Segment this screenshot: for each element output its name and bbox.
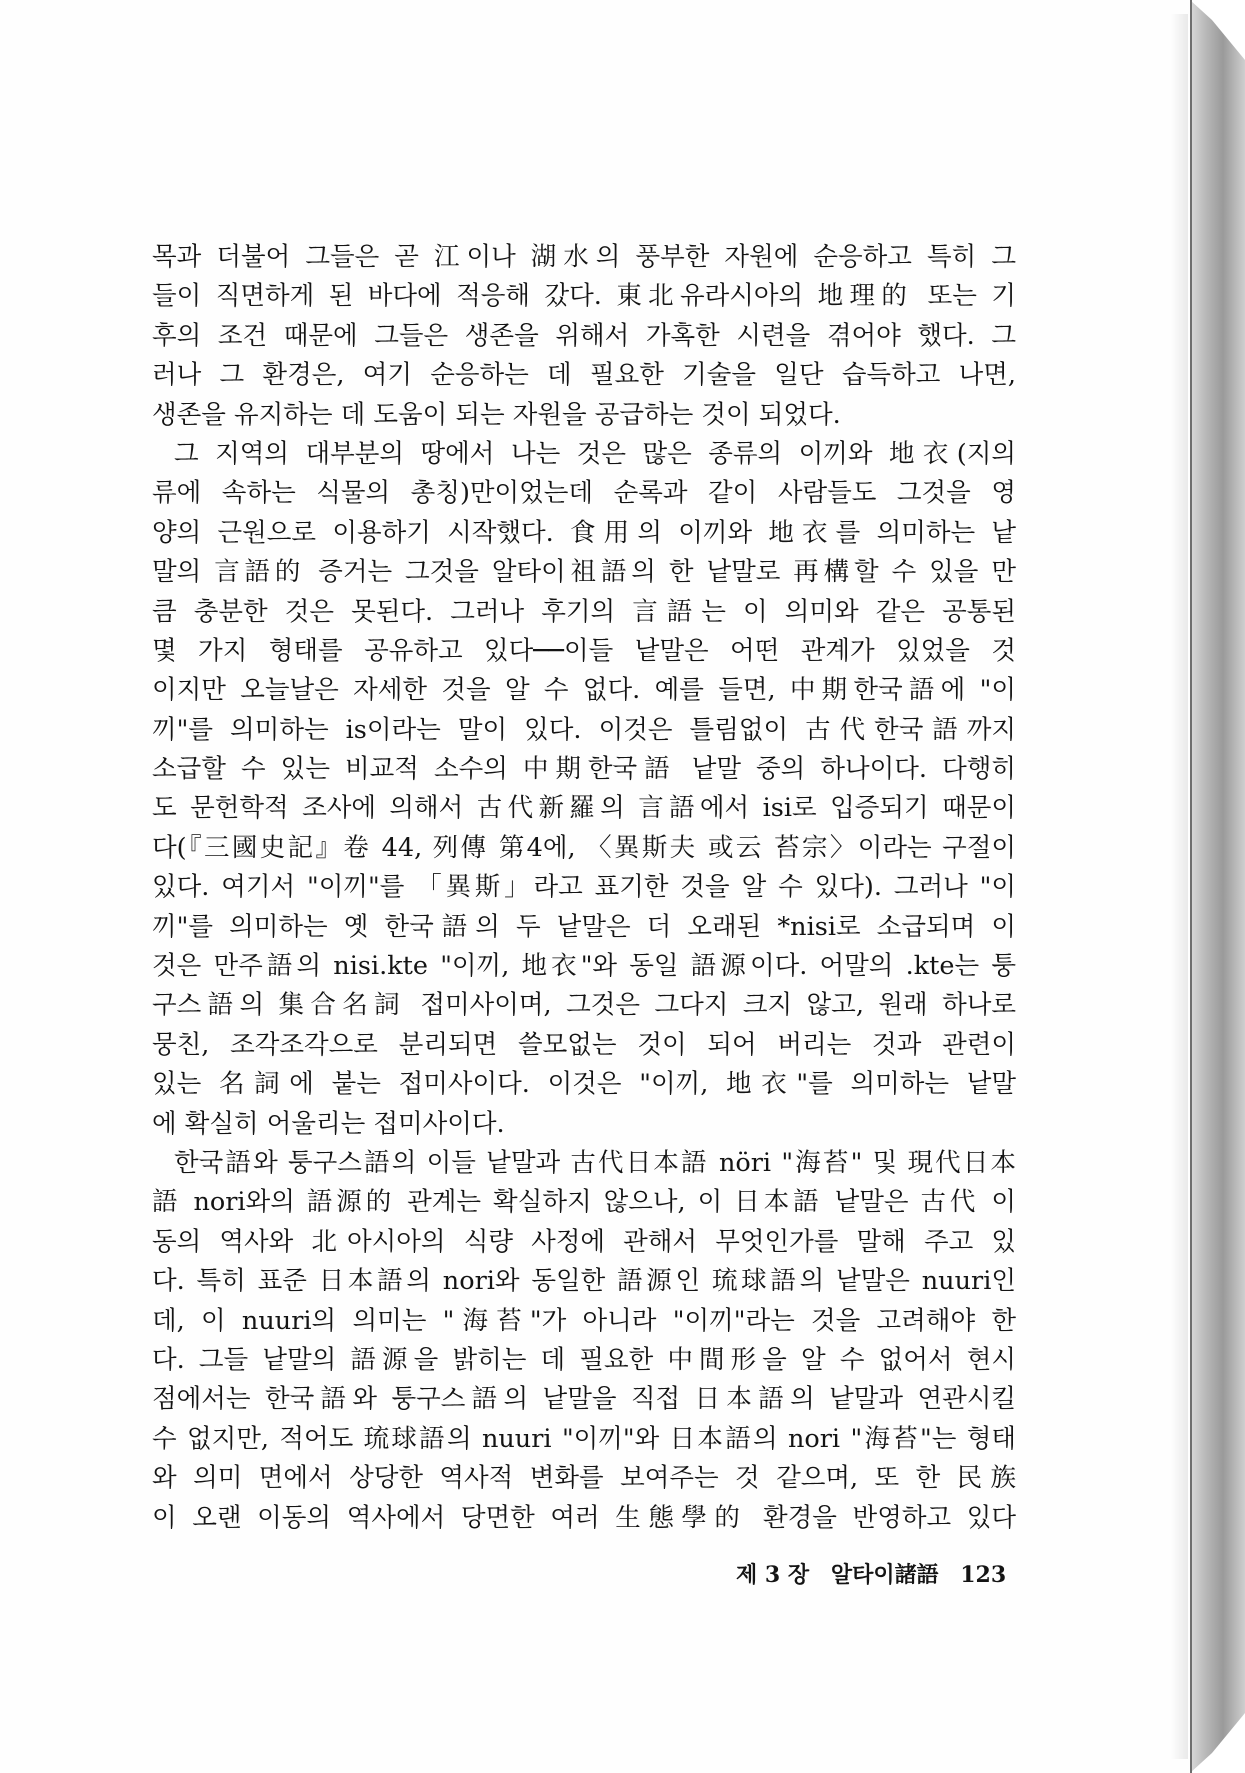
footer-chapter: 제 3 장 <box>736 1562 810 1588</box>
text-line: 것은 만주語의 nisi.kte "이끼, 地衣"와 동일 語源이다. 어말의 .kte는 퉁 <box>152 951 1016 982</box>
page-footer <box>722 1558 1007 1589</box>
text-line: 이 오랜 이동의 역사에서 당면한 여러 生態學的 환경을 반영하고 있다 <box>152 1502 1016 1533</box>
text-line: 생존을 유지하는 데 도움이 되는 자원을 공급하는 것이 되었다. <box>152 399 841 430</box>
text-line: 류에 속하는 식물의 총칭)만이었는데 순록과 같이 사람들도 그것을 영 <box>152 478 1016 509</box>
text-line: 후의 조건 때문에 그들은 생존을 위해서 가혹한 시련을 겪어야 했다. 그 <box>152 320 1016 351</box>
text-line: 들이 직면하게 된 바다에 적응해 갔다. 東北유라시아의 地理的 또는 기 <box>152 281 1016 312</box>
text-line: 있다. 여기서 "이끼"를 「異斯」라고 표기한 것을 알 수 있다). 그러나 "이 <box>152 872 1016 903</box>
body-text <box>152 238 1016 1538</box>
text-line: 다. 특히 표준 日本語의 nori와 동일한 語源인 琉球語의 낱말은 nuuri인 <box>152 1266 1016 1297</box>
text-line: 다(『三國史記』卷 44, 列傳 第4에, 〈異斯夫 或云 苔宗〉이라는 구절이 <box>152 832 1016 863</box>
text-line: 수 없지만, 적어도 琉球語의 nuuri "이끼"와 日本語의 nori "海苔"는 형태 <box>152 1423 1016 1454</box>
text-line: 끼"를 의미하는 옛 한국語의 두 낱말은 더 오래된 *nisi로 소급되며 이 <box>152 911 1016 942</box>
text-line: 말의 言語的 증거는 그것을 알타이祖語의 한 낱말로 再構할 수 있을 만 <box>152 557 1016 588</box>
text-line: 語 nori와의 語源的 관계는 확실하지 않으나, 이 日本語 낱말은 古代 이 <box>152 1187 1016 1218</box>
text-line: 소급할 수 있는 비교적 소수의 中期한국語 낱말 중의 하나이다. 다행히 <box>152 754 1016 785</box>
text-line: 끼"를 의미하는 is이라는 말이 있다. 이것은 틀림없이 古代한국語까지 <box>152 714 1016 745</box>
page-number: 123 <box>960 1562 1007 1588</box>
text-line: 다. 그들 낱말의 語源을 밝히는 데 필요한 中間形을 알 수 없어서 현시 <box>152 1344 1016 1375</box>
text-line: 한국語와 퉁구스語의 이들 낱말과 古代日本語 nöri "海苔" 및 現代日本 <box>174 1147 1016 1178</box>
text-line: 와 의미 면에서 상당한 역사적 변화를 보여주는 것 같으며, 또 한 民族 <box>152 1463 1016 1494</box>
text-line: 뭉친, 조각조각으로 분리되면 쓸모없는 것이 되어 버리는 것과 관련이 <box>152 1029 1016 1060</box>
text-line: 도 문헌학적 조사에 의해서 古代新羅의 言語에서 isi로 입증되기 때문이 <box>152 793 1016 824</box>
text-line: 에 확실히 어울리는 접미사이다. <box>152 1108 505 1139</box>
text-line: 동의 역사와 北아시아의 식량 사정에 관해서 무엇인가를 말해 주고 있 <box>152 1226 1016 1257</box>
text-line: 구스語의 集合名詞 접미사이며, 그것은 그다지 크지 않고, 원래 하나로 <box>152 990 1016 1021</box>
text-line: 양의 근원으로 이용하기 시작했다. 食用의 이끼와 地衣를 의미하는 낱 <box>152 517 1016 548</box>
text-line: 이지만 오늘날은 자세한 것을 알 수 없다. 예를 들면, 中期한국語에 "이 <box>152 675 1016 706</box>
text-line: 있는 名詞에 붙는 접미사이다. 이것은 "이끼, 地衣"를 의미하는 낱말 <box>152 1069 1016 1100</box>
text-line: 몇 가지 형태를 공유하고 있다──이들 낱말은 어떤 관계가 있었을 것 <box>152 635 1016 666</box>
text-line: 데, 이 nuuri의 의미는 "海苔"가 아니라 "이끼"라는 것을 고려해야 한 <box>152 1305 1016 1336</box>
text-line: 점에서는 한국語와 퉁구스語의 낱말을 직접 日本語의 낱말과 연관시킬 <box>152 1384 1016 1415</box>
text-line: 목과 더불어 그들은 곧 江이나 湖水의 풍부한 자원에 순응하고 특히 그 <box>152 242 1016 272</box>
page-inner-edge <box>1170 14 1188 1759</box>
footer-title: 알타이諸語 <box>830 1562 939 1588</box>
text-line: 큼 충분한 것은 못된다. 그러나 후기의 言語는 이 의미와 같은 공통된 <box>152 596 1016 627</box>
text-line: 러나 그 환경은, 여기 순응하는 데 필요한 기술을 일단 습득하고 나면, <box>152 360 1016 391</box>
text-line: 그 지역의 대부분의 땅에서 나는 것은 많은 종류의 이끼와 地衣(지의 <box>174 438 1016 469</box>
page-edge-shadow <box>1190 0 1245 1773</box>
